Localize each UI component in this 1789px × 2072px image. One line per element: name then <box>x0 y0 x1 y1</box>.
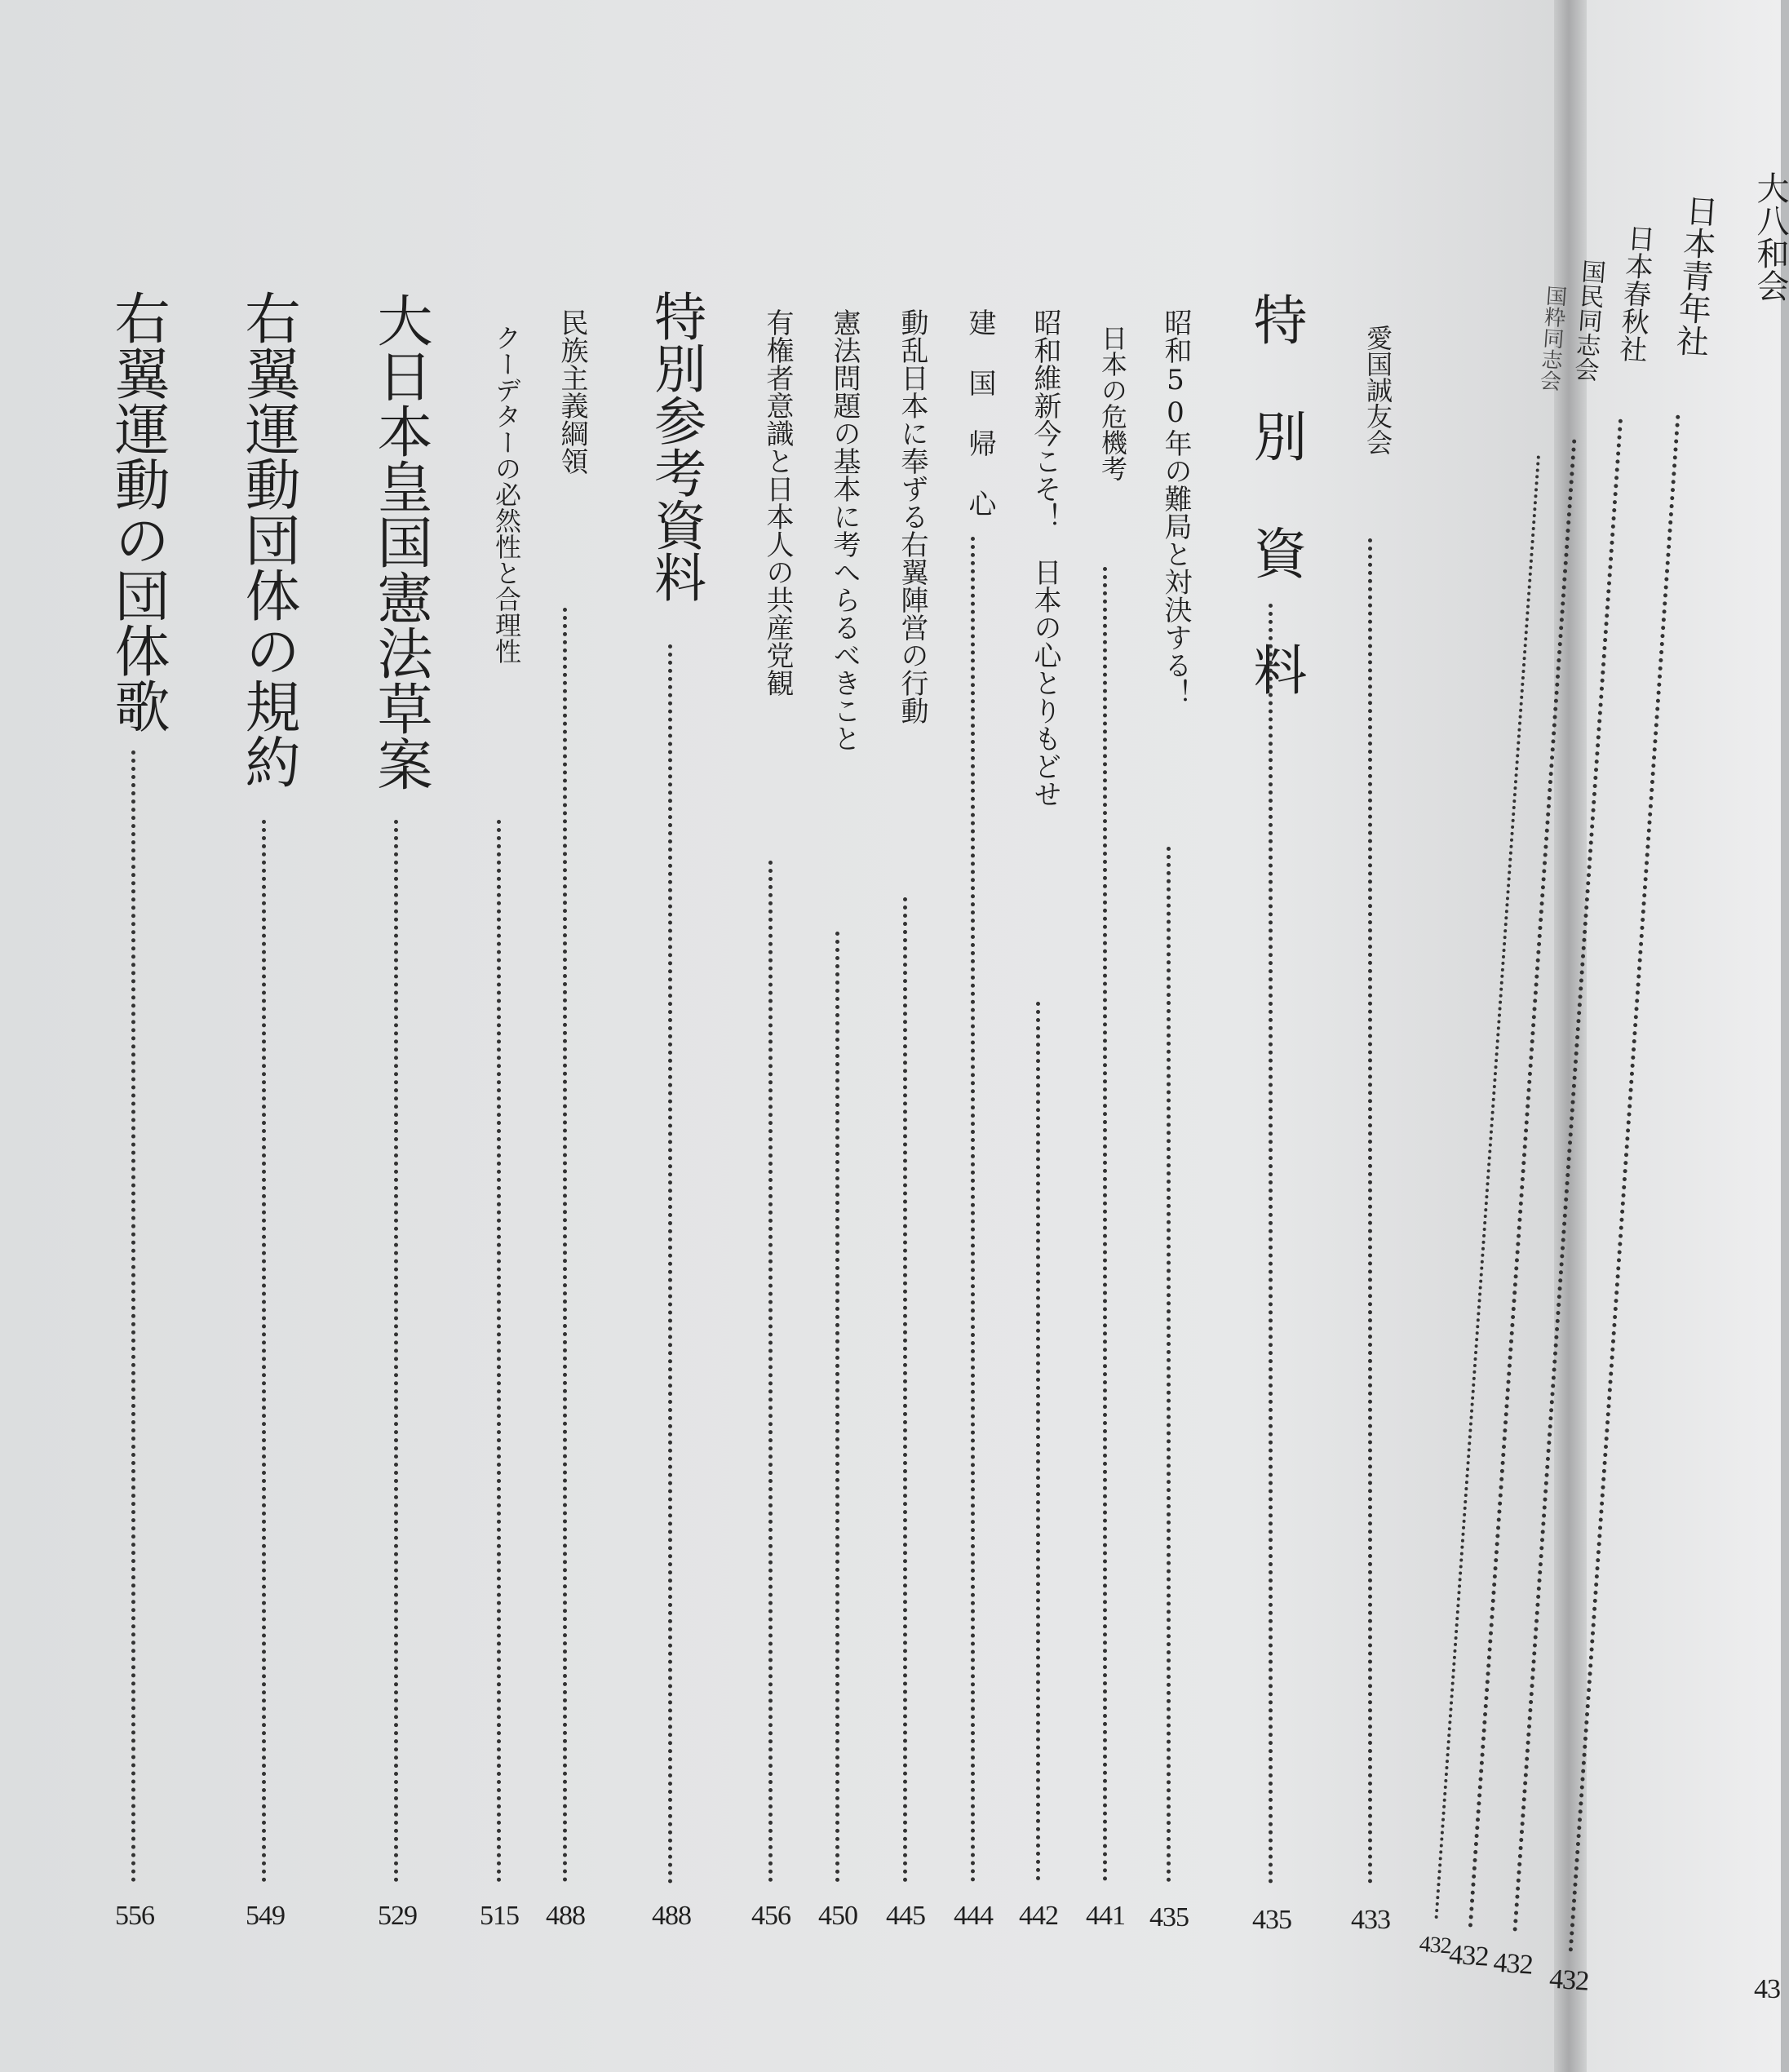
entry-title: クーデターの必然性と合理性 <box>491 325 522 664</box>
entry-page-number: 556 <box>115 1901 154 1931</box>
entry-page-number: 432 <box>1492 1947 1534 1981</box>
dot-leader <box>1368 538 1372 1884</box>
entry-page-number: 432 <box>1418 1931 1452 1959</box>
entry-page-number: 432 <box>1448 1939 1490 1972</box>
entry-page-number: 488 <box>652 1901 691 1931</box>
dot-leader <box>262 820 266 1883</box>
entry-page-number: 433 <box>1351 1905 1390 1935</box>
entry-page-number: 432 <box>1548 1964 1590 1997</box>
entry-page-number: 444 <box>954 1901 993 1931</box>
dot-leader <box>835 932 839 1883</box>
entry-page-number: 515 <box>480 1901 519 1931</box>
entry-page-number: 529 <box>378 1901 417 1931</box>
dot-leader <box>668 644 672 1884</box>
entry-title: 日本の危機考 <box>1097 325 1128 481</box>
section-heading: 特 別 資 料 <box>1244 292 1307 696</box>
dot-leader <box>563 608 567 1883</box>
entry-title: 右翼運動の団体歌 <box>105 290 170 733</box>
entry-title: 国民同志会 <box>1569 258 1606 383</box>
entry-title: 右翼運動団体の規約 <box>236 290 300 789</box>
entry-page-number: 450 <box>818 1901 857 1931</box>
dot-leader <box>903 897 907 1883</box>
dot-leader <box>1103 567 1107 1882</box>
entry-title: 昭和維新今こそ！ 日本の心とりもどせ <box>1029 308 1061 808</box>
dot-leader <box>497 820 501 1883</box>
entry-title-partial: 大八和会 <box>1751 171 1789 302</box>
entry-page-number: 456 <box>751 1901 790 1931</box>
dot-leader <box>971 537 975 1883</box>
entry-title: 昭和50年の難局と対決する！ <box>1159 308 1192 706</box>
entry-title: 民族主義綱領 <box>556 308 588 475</box>
dot-leader <box>394 820 398 1883</box>
entry-page-number: 442 <box>1019 1901 1058 1931</box>
entry-page-number: 445 <box>886 1901 925 1931</box>
entry-page-number: 435 <box>1149 1902 1189 1933</box>
dot-leader <box>768 861 773 1883</box>
section-heading: 特別参考資料 <box>645 290 706 603</box>
entry-page-number: 549 <box>246 1901 285 1931</box>
dot-leader <box>131 750 135 1883</box>
dot-leader <box>1269 604 1273 1884</box>
right-edge-partial-entry <box>1751 0 1789 2072</box>
entry-title: 大日本皇国憲法草案 <box>368 292 432 791</box>
dot-leader <box>1167 847 1171 1883</box>
entry-title: 日本春秋社 <box>1613 223 1656 364</box>
entry-title: 建 国 帰 心 <box>963 308 996 517</box>
entry-page-number: 435 <box>1252 1905 1291 1935</box>
entry-title: 動乱日本に奉ずる右翼陣営の行動 <box>896 308 928 724</box>
entry-title: 憲法問題の基本に考へらるべきこと <box>828 308 861 752</box>
entry-title: 国粋同志会 <box>1535 284 1568 392</box>
entry-page-number-partial: 43 <box>1754 1974 1780 2004</box>
entry-title: 日本青年社 <box>1670 193 1720 359</box>
entry-page-number: 488 <box>546 1901 585 1931</box>
entry-page-number: 441 <box>1086 1901 1125 1931</box>
entry-title: 愛国誠友会 <box>1362 325 1393 455</box>
dot-leader <box>1036 1002 1040 1881</box>
entry-title: 有権者意識と日本人の共産党観 <box>761 308 794 697</box>
